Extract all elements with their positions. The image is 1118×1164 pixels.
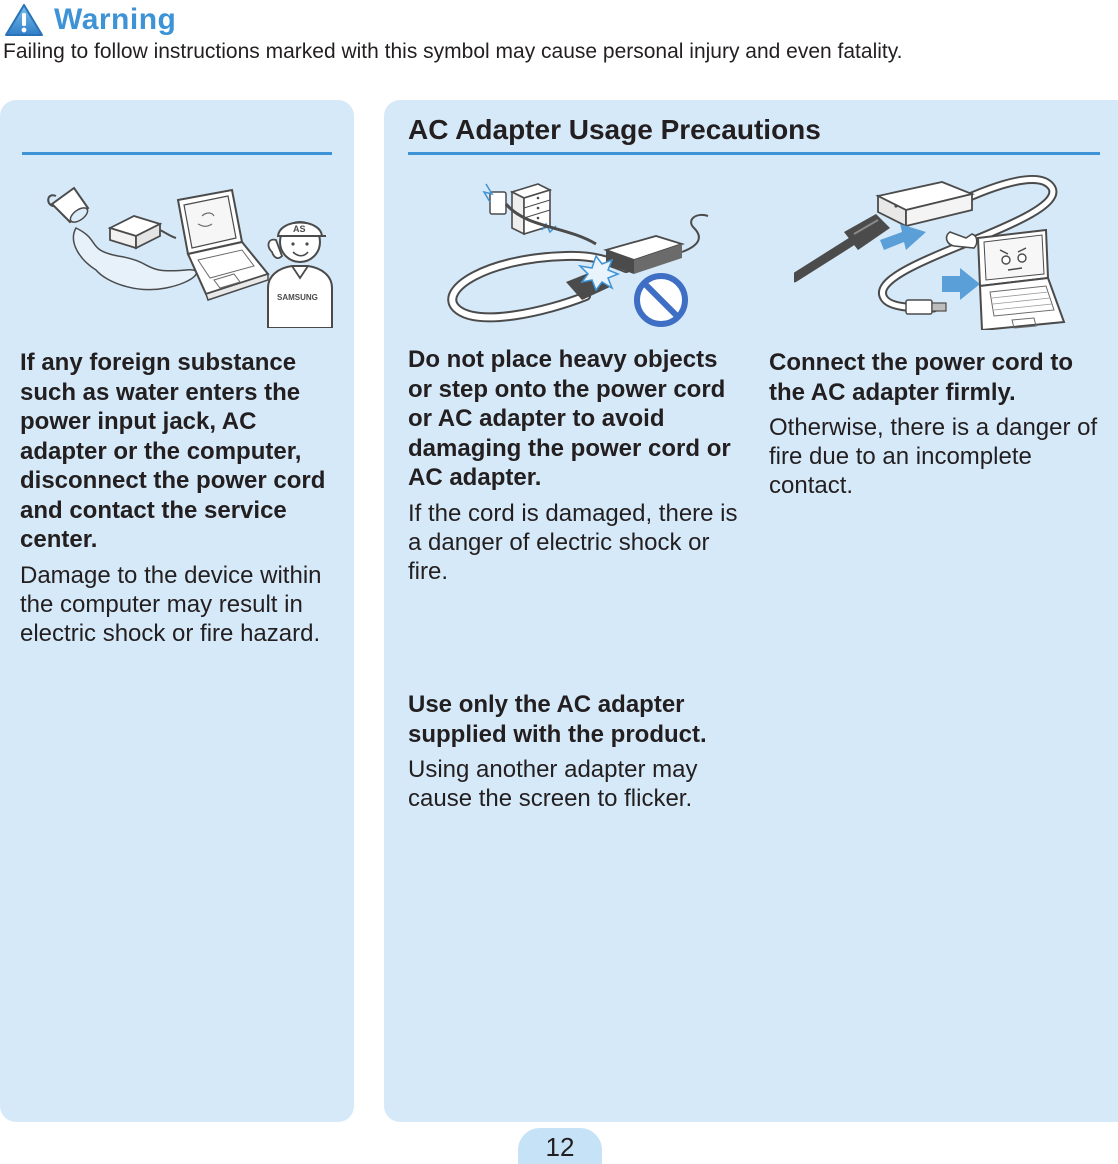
item-heading: Do not place heavy objects or step onto the power cord or AC adapter to avoid damaging the power cord or AC adapter. <box>408 346 731 491</box>
damaged-plug-icon <box>566 256 618 300</box>
connect-firmly-illustration <box>794 174 1112 330</box>
item-body: Damage to the device within the computer may result in electric shock or fire hazard. <box>20 561 322 647</box>
warning-description: Failing to follow instructions marked with this symbol may cause personal injury and even fatality. <box>3 40 903 63</box>
item-heading: Connect the power cord to the AC adapter firmly. <box>769 349 1074 406</box>
adapter-brick-icon <box>110 216 176 248</box>
dc-plug-icon <box>906 300 946 314</box>
technician-icon <box>268 222 332 328</box>
item-body: Using another adapter may cause the screen to flicker. <box>408 756 698 812</box>
page-number: 12 <box>545 1132 575 1162</box>
connect-firmly-warning <box>769 348 1099 500</box>
warning-title: Warning <box>54 3 177 36</box>
item-body: If the cord is damaged, there is a danger of electric shock or fire. <box>408 499 738 585</box>
hand-pointer-icon <box>947 232 977 248</box>
wall-outlet-icon <box>484 184 506 214</box>
warning-icon <box>4 3 44 37</box>
page-number-tab <box>518 1128 602 1164</box>
power-plug-icon <box>794 214 890 278</box>
cap-logo: AS <box>293 224 306 234</box>
spill-service-illustration <box>46 178 336 328</box>
supplied-adapter-warning <box>408 690 748 813</box>
shirt-logo: SAMSUNG <box>277 293 318 302</box>
ac-adapter-icon <box>606 215 708 274</box>
prohibition-icon <box>637 276 685 324</box>
section-title: AC Adapter Usage Precautions <box>408 114 821 145</box>
left-panel-rule <box>22 152 332 155</box>
right-panel-rule <box>408 152 1100 155</box>
heavy-objects-warning <box>408 345 748 586</box>
connect-arrow-icon-2 <box>942 268 980 300</box>
item-heading: Use only the AC adapter supplied with the product. <box>408 691 707 748</box>
warning-header <box>4 2 176 38</box>
item-body: Otherwise, there is a danger of fire due to an incomplete contact. <box>769 414 1098 499</box>
right-panel <box>384 100 1118 1122</box>
laptop-icon <box>178 190 268 300</box>
heavy-object-illustration <box>446 178 726 330</box>
foreign-substance-warning <box>20 348 340 648</box>
spilled-cup-icon <box>48 188 90 225</box>
left-panel <box>0 100 354 1122</box>
laptop-icon <box>978 230 1064 330</box>
ac-adapter-icon <box>878 182 972 226</box>
item-heading: If any foreign substance such as water enters the power input jack, AC adapter or the computer, disconnect the power cord and contact the service center. <box>20 349 326 553</box>
